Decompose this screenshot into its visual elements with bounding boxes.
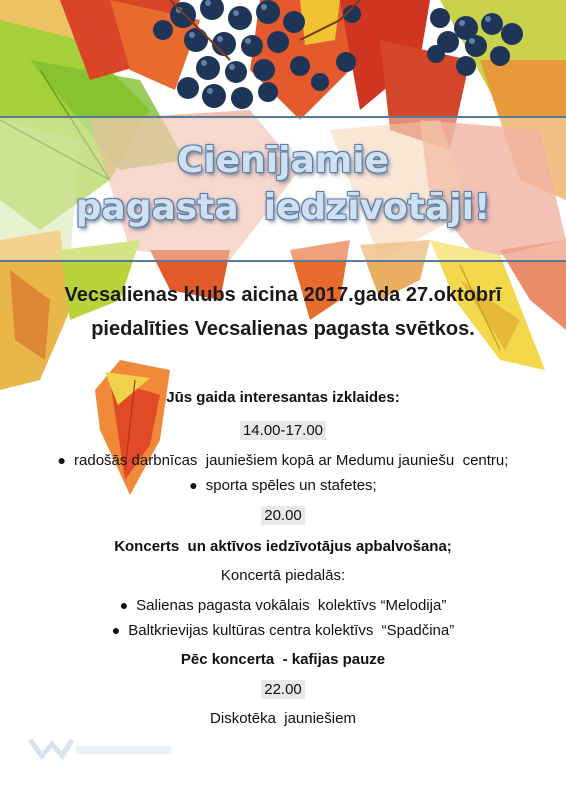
disco-note: Diskotēka jauniešiem bbox=[210, 710, 356, 727]
bullet-icon: ● bbox=[119, 597, 129, 613]
concert-label: Koncertā piedalās: bbox=[220, 567, 346, 584]
invitation-line1: Vecsalienas klubs aicina 2017.gada 27.oktobrī bbox=[64, 284, 502, 306]
time-slot-1: 14.00-17.00 bbox=[240, 421, 326, 440]
bullet-icon: ● bbox=[57, 452, 67, 468]
banner-title-line1: Cienījamie bbox=[176, 140, 390, 181]
program-heading: Jūs gaida interesantas izklaides: bbox=[166, 389, 400, 406]
bullet-icon: ● bbox=[189, 477, 198, 493]
time-slot-3: 22.00 bbox=[261, 680, 305, 699]
concert-heading: Koncerts un aktīvos iedzīvotājus apbalvošana; bbox=[114, 538, 452, 555]
after-concert-note: Pēc koncerta - kafijas pauze bbox=[180, 651, 386, 668]
time-slot-2: 20.00 bbox=[261, 506, 305, 525]
invitation-line2: piedalīties Vecsalienas pagasta svētkos. bbox=[91, 318, 475, 340]
bullet-icon: ● bbox=[111, 622, 121, 638]
watermark-logo bbox=[28, 734, 178, 764]
activity-item-2: ● sporta spēles un stafetes; bbox=[189, 477, 377, 494]
performer-item-1: ● Salienas pagasta vokālais kolektīvs “Melodija” bbox=[119, 597, 447, 614]
activity-item-1: ● radošās darbnīcas jauniešiem kopā ar Medumu jauniešu centru; bbox=[57, 452, 509, 469]
performer-item-2: ● Baltkrievijas kultūras centra kolektīvs “Spadčina” bbox=[111, 622, 455, 639]
banner-title-line2: pagasta iedzīvotāji! bbox=[75, 187, 491, 228]
